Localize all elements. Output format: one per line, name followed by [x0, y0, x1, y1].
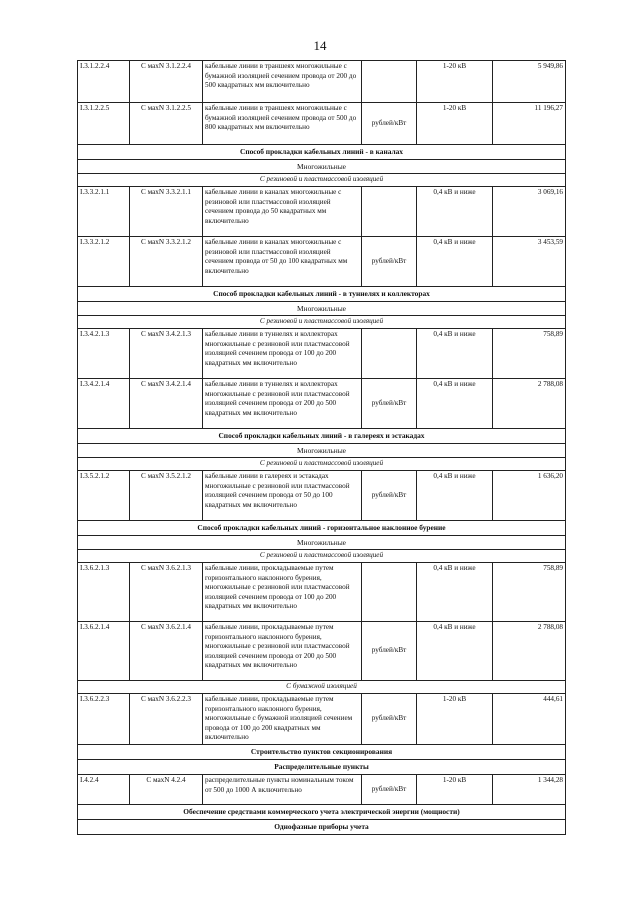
section-heading-row [78, 759, 566, 774]
row-unit-cell: рублей/кВт [362, 471, 417, 521]
row-voltage-cell: 0,4 кВ и ниже [417, 471, 493, 521]
row-description-cell: кабельные линии в туннелях и коллекторах многожильные с резиновой или пластмассовой изоляцией сечением провода от 100 до 200 квадратных мм включительно [203, 329, 362, 379]
row-unit-cell [362, 61, 417, 103]
row-formula-cell: С махN 3.4.2.1.4 [130, 379, 203, 429]
row-value-cell: 758,89 [493, 329, 566, 379]
row-code-cell: I.3.3.2.1.2 [78, 237, 130, 287]
row-code-cell: I.3.1.2.2.4 [78, 61, 130, 103]
row-description-cell: кабельные линии, прокладываемые путем горизонтального наклонного бурения, многожильные с резиновой или пластмассовой изоляцией сечением провода от 200 до 500 квадратных мм включительно [203, 622, 362, 681]
row-formula-cell: С махN 3.6.2.1.3 [130, 563, 203, 622]
row-voltage-cell: 1-20 кВ [417, 694, 493, 745]
row-formula-cell: С махN 3.3.2.1.1 [130, 187, 203, 237]
row-code-cell: I.3.6.2.1.3 [78, 563, 130, 622]
row-formula-cell: С махN 3.6.2.2.3 [130, 694, 203, 745]
tariff-table-body [78, 61, 566, 835]
row-code-cell: I.3.6.2.1.4 [78, 622, 130, 681]
insulation-subheading-row [78, 174, 566, 187]
row-formula-cell: С махN 3.1.2.2.5 [130, 103, 203, 145]
group-heading-text: Многожильные [78, 444, 566, 458]
row-code-cell: I.4.2.4 [78, 774, 130, 804]
row-voltage-cell: 0,4 кВ и ниже [417, 237, 493, 287]
table-row [78, 563, 566, 622]
group-heading-row [78, 160, 566, 174]
table-row [78, 774, 566, 804]
group-heading-row [78, 302, 566, 316]
table-row [78, 187, 566, 237]
insulation-subheading-text: С резиновой и пластмассовой изоляцией [78, 174, 566, 187]
section-heading-text: Строительство пунктов секционирования [78, 744, 566, 759]
row-unit-cell [362, 329, 417, 379]
section-heading-text: Способ прокладки кабельных линий - в туннелях и коллекторах [78, 287, 566, 302]
row-formula-cell: С махN 3.1.2.2.4 [130, 61, 203, 103]
row-unit-cell: рублей/кВт [362, 694, 417, 745]
row-value-cell: 444,61 [493, 694, 566, 745]
group-heading-text: Многожильные [78, 160, 566, 174]
section-heading-text: Способ прокладки кабельных линий - горизонтальное наклонное бурение [78, 521, 566, 536]
section-heading-text: Способ прокладки кабельных линий - в галереях и эстакадах [78, 429, 566, 444]
table-row [78, 103, 566, 145]
section-heading-text: Распределительные пункты [78, 759, 566, 774]
row-description-cell: кабельные линии, прокладываемые путем горизонтального наклонного бурения, многожильные с бумажной изоляцией сечением провода от 100 до 200 квадратных мм включительно [203, 694, 362, 745]
row-voltage-cell: 0,4 кВ и ниже [417, 187, 493, 237]
row-description-cell: кабельные линии в траншеях многожильные с бумажной изоляцией сечением провода от 200 до 500 квадратных мм включительно [203, 61, 362, 103]
section-heading-row [78, 804, 566, 819]
row-formula-cell: С махN 3.3.2.1.2 [130, 237, 203, 287]
row-value-cell: 5 949,86 [493, 61, 566, 103]
row-unit-cell: рублей/кВт [362, 379, 417, 429]
section-heading-row [78, 145, 566, 160]
section-heading-text: Способ прокладки кабельных линий - в каналах [78, 145, 566, 160]
row-value-cell: 758,89 [493, 563, 566, 622]
row-value-cell: 2 788,08 [493, 379, 566, 429]
group-heading-row [78, 536, 566, 550]
row-formula-cell: С махN 3.4.2.1.3 [130, 329, 203, 379]
section-heading-text: Однофазные приборы учета [78, 819, 566, 834]
section-heading-row [78, 744, 566, 759]
row-code-cell: I.3.3.2.1.1 [78, 187, 130, 237]
row-code-cell: I.3.5.2.1.2 [78, 471, 130, 521]
row-code-cell: I.3.4.2.1.3 [78, 329, 130, 379]
group-heading-text: Многожильные [78, 536, 566, 550]
row-description-cell: кабельные линии в каналах многожильные с резиновой или пластмассовой изоляцией сечением провода до 50 квадратных мм включительно [203, 187, 362, 237]
row-description-cell: кабельные линии в траншеях многожильные с бумажной изоляцией сечением провода от 500 до 800 квадратных мм включительно [203, 103, 362, 145]
row-unit-cell: рублей/кВт [362, 237, 417, 287]
insulation-subheading-text: С резиновой и пластмассовой изоляцией [78, 550, 566, 563]
table-row [78, 329, 566, 379]
row-value-cell: 1 344,28 [493, 774, 566, 804]
insulation-subheading-row [78, 550, 566, 563]
row-unit-cell [362, 187, 417, 237]
row-unit-cell [362, 563, 417, 622]
section-heading-row [78, 429, 566, 444]
row-formula-cell: С махN 4.2.4 [130, 774, 203, 804]
row-unit-cell: рублей/кВт [362, 622, 417, 681]
table-row [78, 471, 566, 521]
table-row [78, 237, 566, 287]
row-value-cell: 1 636,20 [493, 471, 566, 521]
row-unit-cell: рублей/кВт [362, 103, 417, 145]
insulation-subheading-text: С резиновой и пластмассовой изоляцией [78, 316, 566, 329]
row-voltage-cell: 1-20 кВ [417, 774, 493, 804]
section-heading-text: Обеспечение средствами коммерческого учета электрической энергии (мощности) [78, 804, 566, 819]
insulation-subheading-row [78, 316, 566, 329]
tariff-table-wrapper [77, 60, 565, 835]
table-row [78, 622, 566, 681]
row-unit-cell: рублей/кВт [362, 774, 417, 804]
tariff-table [77, 60, 566, 835]
row-voltage-cell: 0,4 кВ и ниже [417, 329, 493, 379]
row-formula-cell: С махN 3.6.2.1.4 [130, 622, 203, 681]
row-voltage-cell: 0,4 кВ и ниже [417, 563, 493, 622]
row-value-cell: 3 069,16 [493, 187, 566, 237]
section-heading-row [78, 819, 566, 834]
table-row [78, 61, 566, 103]
group-heading-text: Многожильные [78, 302, 566, 316]
insulation-subheading-text: С резиновой и пластмассовой изоляцией [78, 458, 566, 471]
insulation-subheading-row [78, 458, 566, 471]
insulation-subheading-row [78, 681, 566, 694]
table-row [78, 379, 566, 429]
row-formula-cell: С махN 3.5.2.1.2 [130, 471, 203, 521]
row-description-cell: кабельные линии в каналах многожильные с резиновой или пластмассовой изоляцией сечением провода от 50 до 100 квадратных мм включительно [203, 237, 362, 287]
row-voltage-cell: 1-20 кВ [417, 103, 493, 145]
insulation-subheading-text: С бумажной изоляцией [78, 681, 566, 694]
row-voltage-cell: 0,4 кВ и ниже [417, 622, 493, 681]
row-value-cell: 3 453,59 [493, 237, 566, 287]
section-heading-row [78, 521, 566, 536]
row-description-cell: кабельные линии в галереях и эстакадах многожильные с резиновой или пластмассовой изоляцией сечением провода от 50 до 100 квадратных мм включительно [203, 471, 362, 521]
row-code-cell: I.3.6.2.2.3 [78, 694, 130, 745]
row-description-cell: кабельные линии, прокладываемые путем горизонтального наклонного бурения, многожильные с резиновой или пластмассовой изоляцией сечением провода от 100 до 200 квадратных мм включительно [203, 563, 362, 622]
row-value-cell: 11 196,27 [493, 103, 566, 145]
section-heading-row [78, 287, 566, 302]
row-code-cell: I.3.1.2.2.5 [78, 103, 130, 145]
page-number: 14 [313, 38, 327, 53]
row-voltage-cell: 1-20 кВ [417, 61, 493, 103]
row-description-cell: кабельные линии в туннелях и коллекторах многожильные с резиновой или пластмассовой изоляцией сечением провода от 200 до 500 квадратных мм включительно [203, 379, 362, 429]
group-heading-row [78, 444, 566, 458]
row-voltage-cell: 0,4 кВ и ниже [417, 379, 493, 429]
row-value-cell: 2 788,08 [493, 622, 566, 681]
row-code-cell: I.3.4.2.1.4 [78, 379, 130, 429]
row-description-cell: распределительные пункты номинальным током от 500 до 1000 А включительно [203, 774, 362, 804]
table-row [78, 694, 566, 745]
